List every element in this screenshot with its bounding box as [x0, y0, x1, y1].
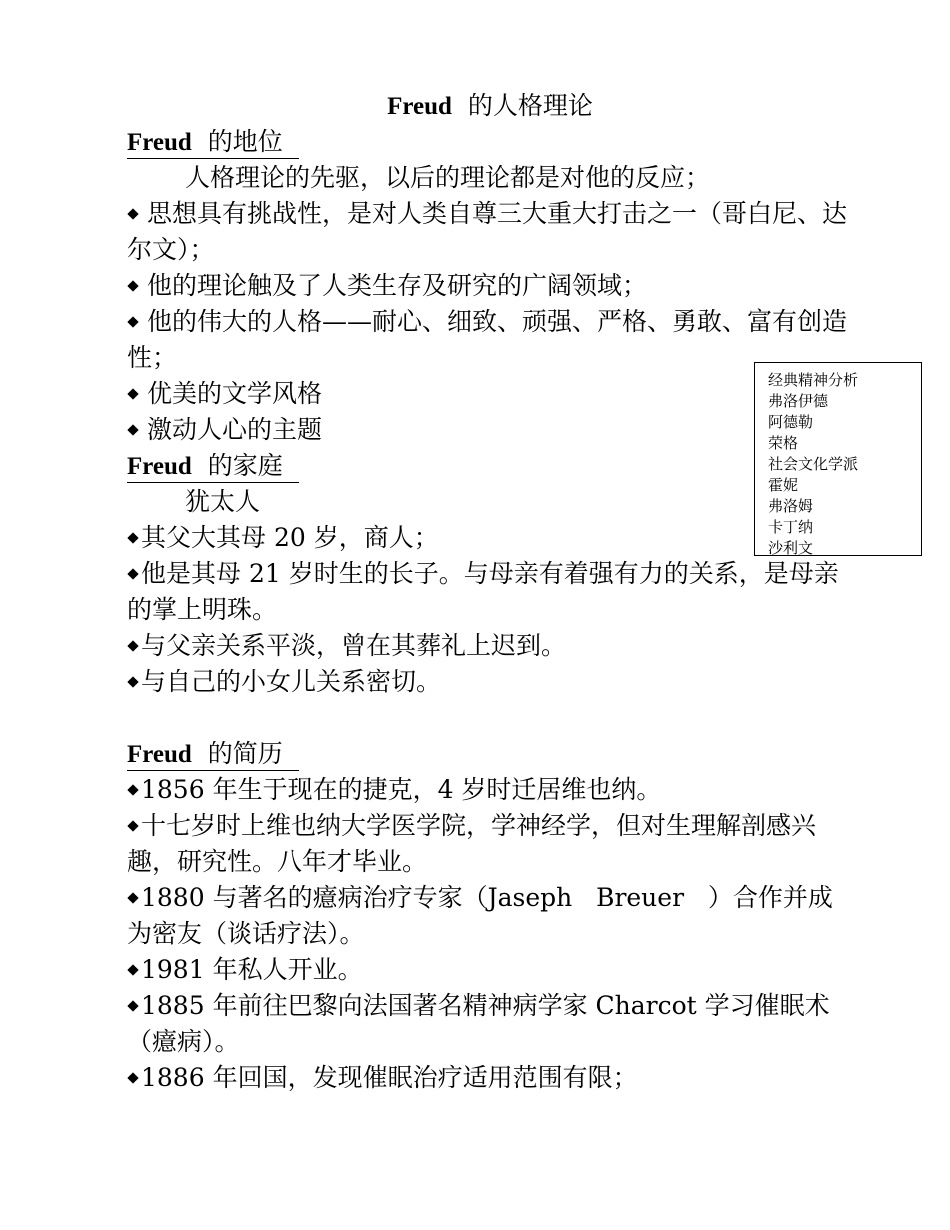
spacer — [127, 700, 853, 736]
section-intro: 犹太人 — [185, 487, 261, 516]
diamond-bullet-icon — [127, 784, 138, 795]
list-item: 激动人心的主题 — [127, 412, 853, 448]
diamond-bullet-icon — [127, 1072, 138, 1083]
heading-rest: 的地位 — [207, 127, 283, 156]
title-rest: 的人格理论 — [467, 91, 593, 120]
diamond-bullet-icon — [127, 388, 138, 399]
diamond-bullet-icon — [127, 1000, 138, 1011]
heading-underline — [127, 770, 299, 771]
side-note-item: 经典精神分析 — [768, 371, 859, 389]
diamond-bullet-icon — [127, 676, 138, 687]
diamond-bullet-icon — [127, 964, 138, 975]
heading-name: Freud — [127, 741, 192, 768]
list-item: 十七岁时上维也纳大学医学院，学神经学，但对生理解剖感兴趣，研究性。八年才毕业。 — [127, 811, 817, 876]
side-note-item: 弗洛伊德 — [768, 392, 829, 410]
heading-rest: 的简历 — [207, 739, 283, 768]
list-item: 思想具有挑战性，是对人类自尊三大重大打击之一（哥白尼、达尔文）； — [127, 199, 848, 264]
title-name: Freud — [387, 93, 452, 120]
heading-name: Freud — [127, 453, 192, 480]
list-item: 1885 年前往巴黎向法国著名精神病学家 Charcot 学习催眠术（癔病）。 — [127, 991, 830, 1056]
list-item: 他的伟大的人格——耐心、细致、顽强、严格、勇敢、富有创造性； — [127, 307, 848, 372]
heading-rest: 的家庭 — [207, 451, 283, 480]
list-item: 与自己的小女儿关系密切。 — [127, 664, 853, 700]
diamond-bullet-icon — [127, 424, 138, 435]
list-item: 他是其母 21 岁时生的长子。与母亲有着强有力的关系，是母亲的掌上明珠。 — [127, 559, 839, 624]
section-heading-biography — [127, 736, 853, 772]
heading-underline — [127, 482, 299, 483]
side-note-item: 弗洛姆 — [768, 497, 814, 515]
side-note-item: 阿德勒 — [768, 413, 814, 431]
side-note-item: 霍妮 — [768, 476, 799, 494]
list-item: 1880 与著名的癔病治疗专家（Jaseph Breuer ）合作并成为密友（谈话疗法）。 — [127, 883, 833, 948]
diamond-bullet-icon — [127, 892, 138, 903]
side-note-item: 社会文化学派 — [768, 455, 859, 473]
section-heading-family — [127, 448, 853, 484]
diamond-bullet-icon — [127, 280, 138, 291]
diamond-bullet-icon — [127, 316, 138, 327]
list-item: 其父大其母 20 岁，商人； — [127, 520, 853, 556]
list-item: 1856 年生于现在的捷克，4 岁时迁居维也纳。 — [127, 772, 853, 808]
diamond-bullet-icon — [127, 568, 138, 579]
diamond-bullet-icon — [127, 208, 138, 219]
diamond-bullet-icon — [127, 820, 138, 831]
section-intro: 人格理论的先驱，以后的理论都是对他的反应； — [185, 163, 711, 192]
document-page — [127, 88, 853, 1096]
list-item: 优美的文学风格 — [127, 376, 853, 412]
list-item: 与父亲关系平淡，曾在其葬礼上迟到。 — [127, 628, 853, 664]
diamond-bullet-icon — [127, 532, 138, 543]
side-note-item: 荣格 — [768, 434, 799, 452]
heading-name: Freud — [127, 129, 192, 156]
page-title — [127, 88, 853, 124]
diamond-bullet-icon — [127, 640, 138, 651]
side-note-item: 沙利文 — [768, 539, 814, 556]
side-note-box — [754, 362, 922, 556]
list-item: 1886 年回国，发现催眠治疗适用范围有限； — [127, 1060, 853, 1096]
side-note-item: 卡丁纳 — [768, 518, 814, 536]
section-heading-status — [127, 124, 853, 160]
list-item: 他的理论触及了人类生存及研究的广阔领域； — [127, 268, 853, 304]
list-item: 1981 年私人开业。 — [127, 952, 853, 988]
heading-underline — [127, 158, 299, 159]
